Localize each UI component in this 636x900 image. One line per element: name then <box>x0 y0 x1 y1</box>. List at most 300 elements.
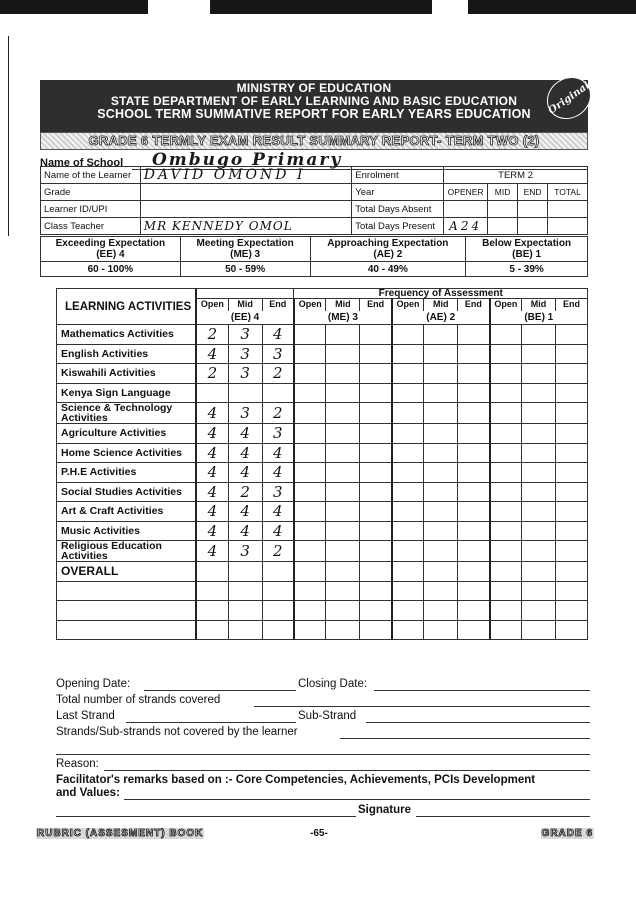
grade-value <box>140 184 352 201</box>
dates-row <box>56 678 590 694</box>
score-cell[interactable] <box>326 581 360 601</box>
level-ae <box>310 237 466 262</box>
score-cell[interactable] <box>555 562 587 582</box>
score-cell[interactable] <box>555 443 587 463</box>
table-row <box>57 541 588 562</box>
opening-date-field[interactable] <box>144 690 296 691</box>
col-mid-header: Mid <box>522 299 556 311</box>
col-open-header: Open <box>392 299 424 311</box>
score-cell[interactable] <box>490 364 522 384</box>
score-cell[interactable]: 3 <box>262 344 294 364</box>
score-cell[interactable]: 2 <box>262 364 294 384</box>
level-me <box>180 237 310 262</box>
last-strand-field[interactable] <box>126 722 296 723</box>
days-present-label: Total Days Present <box>352 218 444 235</box>
score-cell[interactable] <box>196 581 228 601</box>
score-cell[interactable] <box>326 482 360 502</box>
signature-label: Signature <box>358 804 412 816</box>
report-form-fields <box>56 678 590 822</box>
score-cell[interactable] <box>196 601 228 621</box>
score-cell[interactable] <box>458 325 490 345</box>
score-cell[interactable] <box>555 620 587 640</box>
score-cell[interactable] <box>228 562 262 582</box>
activity-name: Music Activities <box>57 521 197 541</box>
score-cell[interactable] <box>458 344 490 364</box>
level-ae-code: (AE) 2 <box>373 249 403 260</box>
score-cell[interactable] <box>490 620 522 640</box>
score-cell[interactable]: 3 <box>262 482 294 502</box>
score-cell[interactable] <box>522 562 556 582</box>
score-cell[interactable]: 4 <box>262 325 294 345</box>
score-cell[interactable]: 4 <box>196 443 228 463</box>
footer-book-title: RUBRIC (ASSESMENT) BOOK <box>37 828 204 839</box>
score-cell[interactable] <box>424 502 458 522</box>
band-top-ee <box>196 289 294 299</box>
score-cell[interactable] <box>326 344 360 364</box>
table-row <box>57 482 588 502</box>
reason-field[interactable] <box>104 770 590 771</box>
score-cell[interactable] <box>326 463 360 483</box>
activity-name: Agriculture Activities <box>57 424 197 444</box>
score-cell[interactable] <box>424 620 458 640</box>
score-cell[interactable] <box>555 502 587 522</box>
score-cell[interactable] <box>326 620 360 640</box>
score-cell[interactable] <box>458 521 490 541</box>
score-cell[interactable] <box>228 581 262 601</box>
score-cell[interactable] <box>326 403 360 424</box>
score-cell[interactable] <box>392 502 424 522</box>
score-cell[interactable] <box>555 325 587 345</box>
score-cell[interactable] <box>490 541 522 562</box>
score-cell[interactable] <box>262 581 294 601</box>
score-cell[interactable] <box>555 601 587 621</box>
level-ae-name: Approaching Expectation <box>327 238 449 249</box>
score-cell[interactable] <box>522 502 556 522</box>
score-cell[interactable] <box>196 562 228 582</box>
score-cell[interactable] <box>555 581 587 601</box>
opening-date-label: Opening Date: <box>56 678 131 690</box>
days-present-value: A24 <box>444 218 488 235</box>
score-cell[interactable] <box>360 601 392 621</box>
score-cell[interactable] <box>424 601 458 621</box>
original-stamp: Original <box>539 68 600 127</box>
banner-line-1: MINISTRY OF EDUCATION <box>236 81 392 95</box>
sub-strand-field[interactable] <box>366 722 590 723</box>
score-cell[interactable]: 4 <box>262 502 294 522</box>
scan-top-edge <box>0 0 636 14</box>
score-cell[interactable] <box>360 463 392 483</box>
score-cell[interactable]: 4 <box>228 424 262 444</box>
score-cell[interactable] <box>522 521 556 541</box>
table-row <box>57 424 588 444</box>
term-col-total: TOTAL <box>548 184 588 201</box>
score-cell[interactable] <box>392 325 424 345</box>
learner-id-value <box>140 201 352 218</box>
score-cell[interactable] <box>522 443 556 463</box>
score-cell[interactable] <box>555 424 587 444</box>
ministry-banner <box>40 79 592 132</box>
score-cell[interactable] <box>392 601 424 621</box>
grade-label: Grade <box>41 184 141 201</box>
remarks-field[interactable] <box>124 799 590 800</box>
score-cell[interactable] <box>490 443 522 463</box>
score-cell[interactable] <box>522 541 556 562</box>
score-cell[interactable] <box>262 620 294 640</box>
score-cell[interactable] <box>424 463 458 483</box>
score-cell[interactable]: 2 <box>262 541 294 562</box>
score-cell[interactable] <box>490 325 522 345</box>
score-cell[interactable] <box>360 325 392 345</box>
score-cell[interactable] <box>294 581 326 601</box>
not-covered-field[interactable] <box>340 738 590 739</box>
score-cell[interactable] <box>490 562 522 582</box>
score-cell[interactable]: 4 <box>228 463 262 483</box>
score-cell[interactable] <box>326 424 360 444</box>
score-cell[interactable] <box>294 562 326 582</box>
score-cell[interactable] <box>360 364 392 384</box>
score-cell[interactable] <box>424 482 458 502</box>
score-cell[interactable] <box>392 562 424 582</box>
score-cell[interactable] <box>392 482 424 502</box>
activity-name: Religious Education Activities <box>57 541 197 562</box>
score-cell[interactable] <box>326 601 360 621</box>
score-cell[interactable] <box>360 424 392 444</box>
activities-header: LEARNING ACTIVITIES <box>57 289 197 325</box>
score-cell[interactable]: 4 <box>228 521 262 541</box>
score-cell[interactable] <box>326 383 360 403</box>
col-open-header: Open <box>490 299 522 311</box>
term-label: TERM 2 <box>444 167 588 184</box>
score-cell[interactable] <box>294 541 326 562</box>
score-cell[interactable] <box>555 364 587 384</box>
frequency-header: Frequency of Assessment <box>294 289 588 299</box>
score-cell[interactable] <box>228 383 262 403</box>
score-cell[interactable]: 4 <box>262 443 294 463</box>
score-cell[interactable]: 4 <box>196 521 228 541</box>
score-cell[interactable] <box>555 541 587 562</box>
term-col-opener: OPENER <box>444 184 488 201</box>
score-cell[interactable] <box>360 482 392 502</box>
score-cell[interactable] <box>490 482 522 502</box>
score-cell[interactable]: 3 <box>228 344 262 364</box>
score-cell[interactable] <box>326 443 360 463</box>
score-cell[interactable]: 4 <box>196 482 228 502</box>
col-open-header: Open <box>294 299 326 311</box>
level-ee <box>41 237 181 262</box>
score-cell[interactable] <box>424 364 458 384</box>
level-be <box>466 237 588 262</box>
score-cell[interactable] <box>424 521 458 541</box>
score-cell[interactable] <box>294 443 326 463</box>
score-cell[interactable] <box>326 325 360 345</box>
score-cell[interactable] <box>360 620 392 640</box>
term-col-mid: MID <box>488 184 518 201</box>
score-cell[interactable] <box>458 482 490 502</box>
score-cell[interactable] <box>294 364 326 384</box>
score-cell[interactable] <box>294 482 326 502</box>
score-cell[interactable] <box>262 562 294 582</box>
score-cell[interactable]: 4 <box>196 344 228 364</box>
score-cell[interactable]: 2 <box>262 403 294 424</box>
term-cell <box>444 201 488 218</box>
score-cell[interactable] <box>294 521 326 541</box>
score-cell[interactable]: 2 <box>196 364 228 384</box>
page-footer <box>37 828 593 842</box>
score-cell[interactable] <box>555 344 587 364</box>
strands-covered-label: Total number of strands covered <box>56 694 221 706</box>
score-cell[interactable] <box>458 424 490 444</box>
score-cell[interactable] <box>294 383 326 403</box>
score-cell[interactable] <box>522 383 556 403</box>
level-ae-range: 40 - 49% <box>310 262 466 277</box>
score-cell[interactable]: 3 <box>228 403 262 424</box>
table-row <box>57 383 588 403</box>
score-cell[interactable] <box>294 403 326 424</box>
strands-covered-field[interactable] <box>254 706 590 707</box>
level-ee-code: (EE) 4 <box>96 249 125 260</box>
score-cell[interactable] <box>458 463 490 483</box>
score-cell[interactable] <box>424 344 458 364</box>
col-mid-header: Mid <box>424 299 458 311</box>
score-cell[interactable] <box>326 521 360 541</box>
score-cell[interactable] <box>522 424 556 444</box>
score-cell[interactable] <box>262 383 294 403</box>
score-cell[interactable] <box>392 424 424 444</box>
score-cell[interactable] <box>228 601 262 621</box>
score-cell[interactable] <box>424 562 458 582</box>
level-be-code: (BE) 1 <box>512 249 542 260</box>
activity-name: Mathematics Activities <box>57 325 197 345</box>
term-cell <box>488 201 518 218</box>
score-cell[interactable] <box>294 502 326 522</box>
score-cell[interactable]: 3 <box>228 325 262 345</box>
score-cell[interactable] <box>392 463 424 483</box>
score-cell[interactable] <box>522 581 556 601</box>
score-cell[interactable] <box>392 344 424 364</box>
score-cell[interactable] <box>458 383 490 403</box>
score-cell[interactable] <box>424 541 458 562</box>
score-cell[interactable] <box>458 562 490 582</box>
report-page <box>34 70 594 860</box>
score-cell[interactable] <box>522 482 556 502</box>
score-cell[interactable]: 3 <box>262 424 294 444</box>
score-cell[interactable] <box>360 502 392 522</box>
score-cell[interactable] <box>326 541 360 562</box>
score-cell[interactable]: 4 <box>228 502 262 522</box>
score-cell[interactable] <box>522 403 556 424</box>
score-cell[interactable] <box>392 403 424 424</box>
term-cell <box>548 218 588 235</box>
activity-name: Social Studies Activities <box>57 482 197 502</box>
score-cell[interactable] <box>424 443 458 463</box>
score-cell[interactable]: 4 <box>196 463 228 483</box>
not-covered-label: Strands/Sub-strands not covered by the learner <box>56 726 298 738</box>
score-cell[interactable] <box>458 541 490 562</box>
score-cell[interactable] <box>555 521 587 541</box>
score-cell[interactable]: 4 <box>196 502 228 522</box>
remarks-row <box>56 774 590 790</box>
score-cell[interactable] <box>360 521 392 541</box>
score-cell[interactable] <box>522 325 556 345</box>
learner-id-label: Learner ID/UPI <box>41 201 141 218</box>
learner-name-value: DAVID OMOND I <box>140 167 352 184</box>
score-cell[interactable] <box>458 502 490 522</box>
level-be-name: Below Expectation <box>482 238 572 249</box>
score-cell[interactable] <box>228 620 262 640</box>
remarks-label: Facilitator's remarks based on :- Core Competencies, Achievements, PCIs Development <box>56 774 536 786</box>
score-cell[interactable] <box>360 581 392 601</box>
score-cell[interactable] <box>294 344 326 364</box>
score-cell[interactable] <box>360 383 392 403</box>
scan-gap <box>148 0 210 14</box>
table-row <box>57 502 588 522</box>
score-cell[interactable] <box>392 581 424 601</box>
col-end-header: End <box>458 299 490 311</box>
score-cell[interactable] <box>294 620 326 640</box>
score-cell[interactable] <box>326 502 360 522</box>
closing-date-field[interactable] <box>374 690 590 691</box>
activity-name: P.H.E Activities <box>57 463 197 483</box>
score-cell[interactable] <box>392 521 424 541</box>
score-cell[interactable] <box>294 463 326 483</box>
class-teacher-value: MR KENNEDY OMOL <box>140 218 352 235</box>
score-cell[interactable] <box>555 482 587 502</box>
band-label: (ME) 3 <box>294 311 392 325</box>
score-cell[interactable] <box>326 562 360 582</box>
score-cell[interactable]: 3 <box>228 364 262 384</box>
score-cell[interactable] <box>196 383 228 403</box>
score-cell[interactable] <box>522 344 556 364</box>
score-cell[interactable] <box>522 601 556 621</box>
remarks-field-2[interactable] <box>56 816 356 817</box>
score-cell[interactable] <box>392 383 424 403</box>
score-cell[interactable] <box>424 403 458 424</box>
score-cell[interactable] <box>555 403 587 424</box>
banner-line-2: STATE DEPARTMENT OF EARLY LEARNING AND BASIC EDUCATION <box>110 94 518 108</box>
score-cell[interactable] <box>424 424 458 444</box>
score-cell[interactable] <box>294 601 326 621</box>
score-cell[interactable] <box>360 344 392 364</box>
score-cell[interactable]: 3 <box>228 541 262 562</box>
activity-name <box>57 601 197 621</box>
score-cell[interactable]: 4 <box>196 424 228 444</box>
score-cell[interactable] <box>424 383 458 403</box>
activity-name: Science & Technology Activities <box>57 403 197 424</box>
col-end-header: End <box>360 299 392 311</box>
activity-name: Kiswahili Activities <box>57 364 197 384</box>
score-cell[interactable]: 4 <box>228 443 262 463</box>
level-me-range: 50 - 59% <box>180 262 310 277</box>
score-cell[interactable] <box>458 403 490 424</box>
score-cell[interactable] <box>522 463 556 483</box>
table-row <box>57 581 588 601</box>
score-cell[interactable] <box>490 581 522 601</box>
score-cell[interactable] <box>490 403 522 424</box>
score-cell[interactable] <box>360 541 392 562</box>
score-cell[interactable] <box>326 364 360 384</box>
class-teacher-label: Class Teacher <box>41 218 141 235</box>
band-label: (EE) 4 <box>196 311 294 325</box>
score-cell[interactable] <box>392 541 424 562</box>
blank-row <box>56 742 590 758</box>
score-cell[interactable] <box>522 620 556 640</box>
blank-line[interactable] <box>56 754 590 755</box>
score-cell[interactable] <box>294 424 326 444</box>
score-cell[interactable] <box>555 383 587 403</box>
score-cell[interactable] <box>262 601 294 621</box>
score-cell[interactable] <box>458 620 490 640</box>
activity-name: OVERALL <box>57 562 197 582</box>
school-name-handwritten: Ombugo Primary <box>152 150 343 170</box>
band-label: (AE) 2 <box>392 311 490 325</box>
scan-left-edge <box>8 36 9 236</box>
score-cell[interactable]: 4 <box>196 541 228 562</box>
score-cell[interactable] <box>424 581 458 601</box>
score-cell[interactable] <box>458 581 490 601</box>
score-cell[interactable] <box>490 502 522 522</box>
score-cell[interactable]: 2 <box>196 325 228 345</box>
score-cell[interactable] <box>392 620 424 640</box>
learner-info-table <box>40 166 588 235</box>
table-row <box>57 601 588 621</box>
score-cell[interactable]: 4 <box>196 403 228 424</box>
score-cell[interactable] <box>458 443 490 463</box>
score-cell[interactable]: 2 <box>228 482 262 502</box>
reason-label: Reason: <box>56 758 99 770</box>
score-cell[interactable] <box>555 463 587 483</box>
band-label: (BE) 1 <box>490 311 588 325</box>
last-strand-label: Last Strand <box>56 710 115 722</box>
score-cell[interactable] <box>490 344 522 364</box>
score-cell[interactable] <box>490 424 522 444</box>
score-cell[interactable] <box>522 364 556 384</box>
activity-name: Art & Craft Activities <box>57 502 197 522</box>
assessment-table <box>56 288 588 640</box>
term-cell <box>548 201 588 218</box>
table-row <box>57 403 588 424</box>
score-cell[interactable] <box>490 601 522 621</box>
score-cell[interactable] <box>490 521 522 541</box>
score-cell[interactable] <box>458 601 490 621</box>
table-row <box>57 443 588 463</box>
score-cell[interactable]: 4 <box>262 463 294 483</box>
signature-field[interactable] <box>416 816 590 817</box>
remarks-row-2 <box>56 787 590 806</box>
score-cell[interactable] <box>360 443 392 463</box>
score-cell[interactable] <box>458 364 490 384</box>
footer-grade: GRADE 6 <box>541 828 593 839</box>
score-cell[interactable] <box>360 562 392 582</box>
score-cell[interactable] <box>490 383 522 403</box>
score-cell[interactable] <box>392 443 424 463</box>
table-row <box>57 344 588 364</box>
score-cell[interactable] <box>294 325 326 345</box>
activity-name: Home Science Activities <box>57 443 197 463</box>
score-cell[interactable] <box>196 620 228 640</box>
signature-row <box>56 806 590 822</box>
level-me-code: (ME) 3 <box>230 249 261 260</box>
report-title: GRADE 6 TERMLY EXAM RESULT SUMMARY REPORT- TERM TWO (2) <box>40 132 588 150</box>
table-row <box>57 463 588 483</box>
score-cell[interactable] <box>392 364 424 384</box>
col-open-header: Open <box>196 299 228 311</box>
score-cell[interactable] <box>360 403 392 424</box>
score-cell[interactable] <box>424 325 458 345</box>
score-cell[interactable] <box>490 463 522 483</box>
last-strand-row <box>56 710 590 726</box>
score-cell[interactable]: 4 <box>262 521 294 541</box>
table-row <box>57 620 588 640</box>
